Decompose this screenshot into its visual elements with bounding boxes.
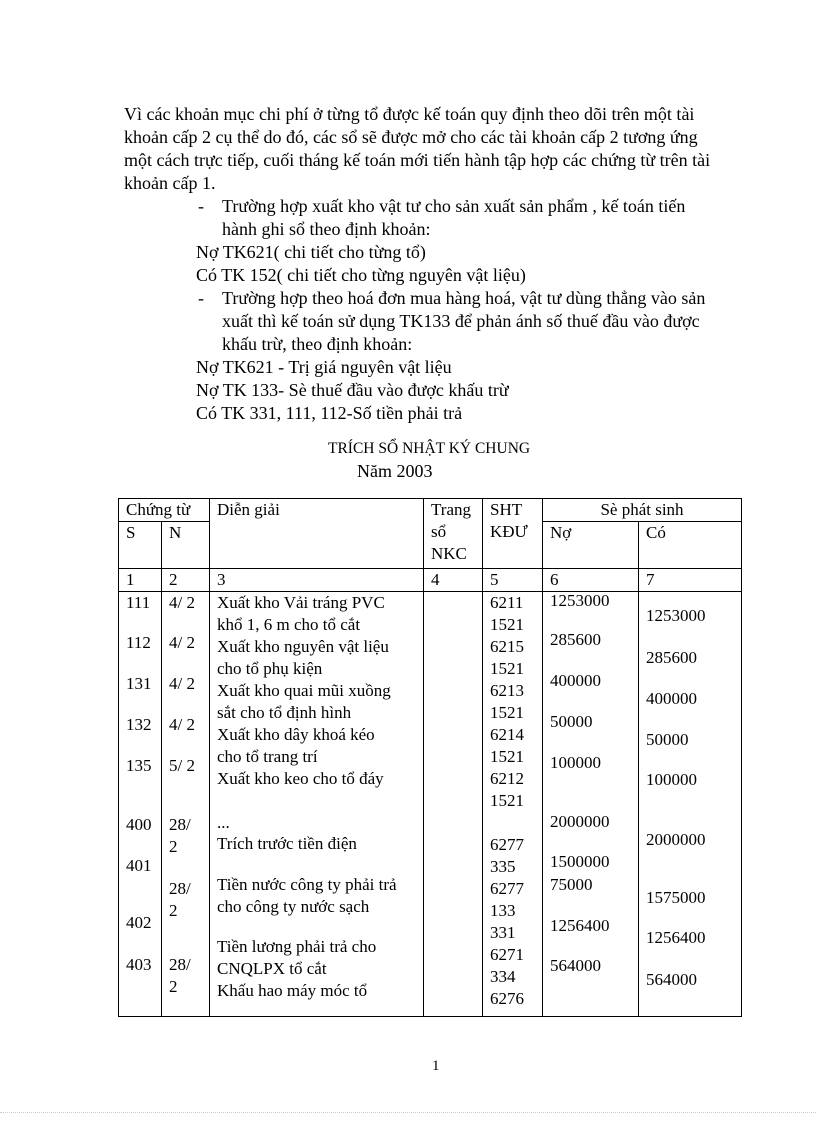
debit-amount: 564000 xyxy=(550,956,601,975)
credit-amount: 1575000 xyxy=(646,888,706,907)
voucher-date: 4/ 2 xyxy=(169,593,195,612)
header-description: Diễn giải xyxy=(210,499,424,569)
voucher-number: 135 xyxy=(126,756,152,775)
credit-amount: 564000 xyxy=(646,970,697,989)
header-journal-page-l1: Trang xyxy=(431,500,471,519)
bullet-dash-2: - xyxy=(198,288,204,308)
description-line: Xuất kho dây khoá kéo xyxy=(217,725,375,744)
header-journal-page-l3: NKC xyxy=(431,544,467,563)
voucher-date: 28/ xyxy=(169,955,191,974)
page-bottom-border xyxy=(0,1112,816,1113)
column-number-3: 3 xyxy=(210,569,424,592)
column-number-7: 7 xyxy=(639,569,742,592)
case2-entry-1: Nợ TK621 - Trị giá nguyên vật liệu xyxy=(196,357,452,377)
description-line: cho tổ phụ kiện xyxy=(217,659,323,678)
header-journal-page xyxy=(424,499,483,569)
header-account-l2: KĐƯ xyxy=(490,522,528,541)
voucher-number: 403 xyxy=(126,955,152,974)
body-col-debit xyxy=(543,592,639,1017)
header-journal-page-l2: sổ xyxy=(431,522,447,541)
account-code: 334 xyxy=(490,967,516,986)
case1-line-2: hành ghi sổ theo định khoản: xyxy=(222,219,431,239)
account-code: 133 xyxy=(490,901,516,920)
account-code: 6212 xyxy=(490,769,524,788)
debit-amount: 400000 xyxy=(550,671,601,690)
voucher-date: 2 xyxy=(169,901,178,920)
column-number-5: 5 xyxy=(483,569,543,592)
account-code: 331 xyxy=(490,923,516,942)
header-voucher-s: S xyxy=(119,522,162,569)
credit-amount: 50000 xyxy=(646,730,689,749)
debit-amount: 1256400 xyxy=(550,916,610,935)
paragraph-line-2: khoản cấp 2 cụ thể do đó, các sổ sẽ được mở cho các tài khoản cấp 2 tương ứng xyxy=(124,127,698,147)
account-code: 1521 xyxy=(490,659,524,678)
header-debit: Nợ xyxy=(543,522,639,569)
account-code: 6215 xyxy=(490,637,524,656)
description-line: Tiền nước công ty phải trả xyxy=(217,875,397,894)
voucher-date: 4/ 2 xyxy=(169,674,195,693)
account-code: 6211 xyxy=(490,593,524,612)
header-voucher: Chứng từ xyxy=(119,499,210,522)
description-line: cho tổ trang trí xyxy=(217,747,318,766)
account-code: 6214 xyxy=(490,725,524,744)
voucher-date: 4/ 2 xyxy=(169,715,195,734)
journal-table xyxy=(118,498,742,1017)
voucher-date: 2 xyxy=(169,977,178,996)
paragraph-line-3: một cách trực tiếp, cuối tháng kế toán mới tiến hành tập hợp các chứng từ trên tài xyxy=(124,150,711,170)
journal-title: TRÍCH SỔ NHẬT KÝ CHUNG xyxy=(328,440,531,457)
header-account xyxy=(483,499,543,569)
account-code: 1521 xyxy=(490,747,524,766)
voucher-number: 402 xyxy=(126,913,152,932)
account-code: 1521 xyxy=(490,703,524,722)
case1-entry-debit: Nợ TK621( chi tiết cho từng tổ) xyxy=(196,242,426,262)
credit-amount: 2000000 xyxy=(646,830,706,849)
body-col-description xyxy=(210,592,424,1017)
column-number-1: 1 xyxy=(119,569,162,592)
debit-amount: 1500000 xyxy=(550,852,610,871)
case1-entry-credit: Có TK 152( chi tiết cho từng nguyên vật liệu) xyxy=(196,265,526,285)
description-line: Tiền lương phải trả cho xyxy=(217,937,377,956)
debit-amount: 75000 xyxy=(550,875,593,894)
description-line: Xuất kho nguyên vật liệu xyxy=(217,637,389,656)
body-col-credit xyxy=(639,592,742,1017)
voucher-number: 112 xyxy=(126,633,151,652)
voucher-date: 5/ 2 xyxy=(169,756,195,775)
body-col-journal-page xyxy=(424,592,483,1017)
case2-entry-3: Có TK 331, 111, 112-Số tiền phải trả xyxy=(196,403,463,423)
credit-amount: 1253000 xyxy=(646,606,706,625)
debit-amount: 100000 xyxy=(550,753,601,772)
voucher-date: 28/ xyxy=(169,815,191,834)
credit-amount: 285600 xyxy=(646,648,697,667)
voucher-number: 401 xyxy=(126,856,152,875)
account-code: 1521 xyxy=(490,791,524,810)
voucher-number: 400 xyxy=(126,815,152,834)
credit-amount: 1256400 xyxy=(646,928,706,947)
account-code: 6277 xyxy=(490,835,524,854)
bullet-dash-1: - xyxy=(198,196,204,216)
paragraph-line-4: khoản cấp 1. xyxy=(124,173,216,193)
account-code: 335 xyxy=(490,857,516,876)
header-account-l1: SHT xyxy=(490,500,523,519)
account-code: 6271 xyxy=(490,945,524,964)
description-line: sắt cho tổ định hình xyxy=(217,703,352,722)
description-line: Trích trước tiền điện xyxy=(217,834,357,853)
body-col-s xyxy=(119,592,162,1017)
header-amount: Sè phát sinh xyxy=(543,499,742,522)
voucher-date: 4/ 2 xyxy=(169,633,195,652)
debit-amount: 1253000 xyxy=(550,591,610,610)
voucher-number: 132 xyxy=(126,715,152,734)
description-line: ... xyxy=(217,813,230,832)
description-line: Xuất kho Vải tráng PVC xyxy=(217,593,385,612)
voucher-date: 2 xyxy=(169,837,178,856)
debit-amount: 2000000 xyxy=(550,812,610,831)
header-credit: Có xyxy=(639,522,742,569)
credit-amount: 400000 xyxy=(646,689,697,708)
column-number-6: 6 xyxy=(543,569,639,592)
body-col-account xyxy=(483,592,543,1017)
case2-line-1: Trường hợp theo hoá đơn mua hàng hoá, vật tư dùng thẳng vào sản xyxy=(222,288,706,308)
credit-amount: 100000 xyxy=(646,770,697,789)
header-voucher-n: N xyxy=(162,522,210,569)
account-code: 6276 xyxy=(490,989,524,1008)
voucher-date: 28/ xyxy=(169,879,191,898)
case2-entry-2: Nợ TK 133- Sè thuế đầu vào được khấu trừ xyxy=(196,380,509,400)
description-line: Xuất kho keo cho tổ đáy xyxy=(217,769,384,788)
case2-line-3: khấu trừ, theo định khoản: xyxy=(222,334,413,354)
description-line: Xuất kho quai mũi xuồng xyxy=(217,681,391,700)
voucher-number: 111 xyxy=(126,593,151,612)
page-number: 1 xyxy=(432,1058,440,1074)
paragraph-line-1: Vì các khoản mục chi phí ở từng tổ được kế toán quy định theo dõi trên một tài xyxy=(124,104,695,124)
description-line: khổ 1, 6 m cho tổ cắt xyxy=(217,615,361,634)
column-number-4: 4 xyxy=(424,569,483,592)
debit-amount: 285600 xyxy=(550,630,601,649)
case2-line-2: xuất thì kế toán sử dụng TK133 để phản ánh số thuế đầu vào được xyxy=(222,311,700,331)
account-code: 6213 xyxy=(490,681,524,700)
journal-year: Năm 2003 xyxy=(357,461,433,481)
voucher-number: 131 xyxy=(126,674,152,693)
account-code: 1521 xyxy=(490,615,524,634)
body-col-n xyxy=(162,592,210,1017)
description-line: cho công ty nước sạch xyxy=(217,897,370,916)
description-line: Khấu hao máy móc tổ xyxy=(217,981,368,1000)
column-number-2: 2 xyxy=(162,569,210,592)
description-line: CNQLPX tổ cắt xyxy=(217,959,327,978)
debit-amount: 50000 xyxy=(550,712,593,731)
case1-line-1: Trường hợp xuất kho vật tư cho sản xuất sản phẩm , kế toán tiến xyxy=(222,196,686,216)
account-code: 6277 xyxy=(490,879,524,898)
